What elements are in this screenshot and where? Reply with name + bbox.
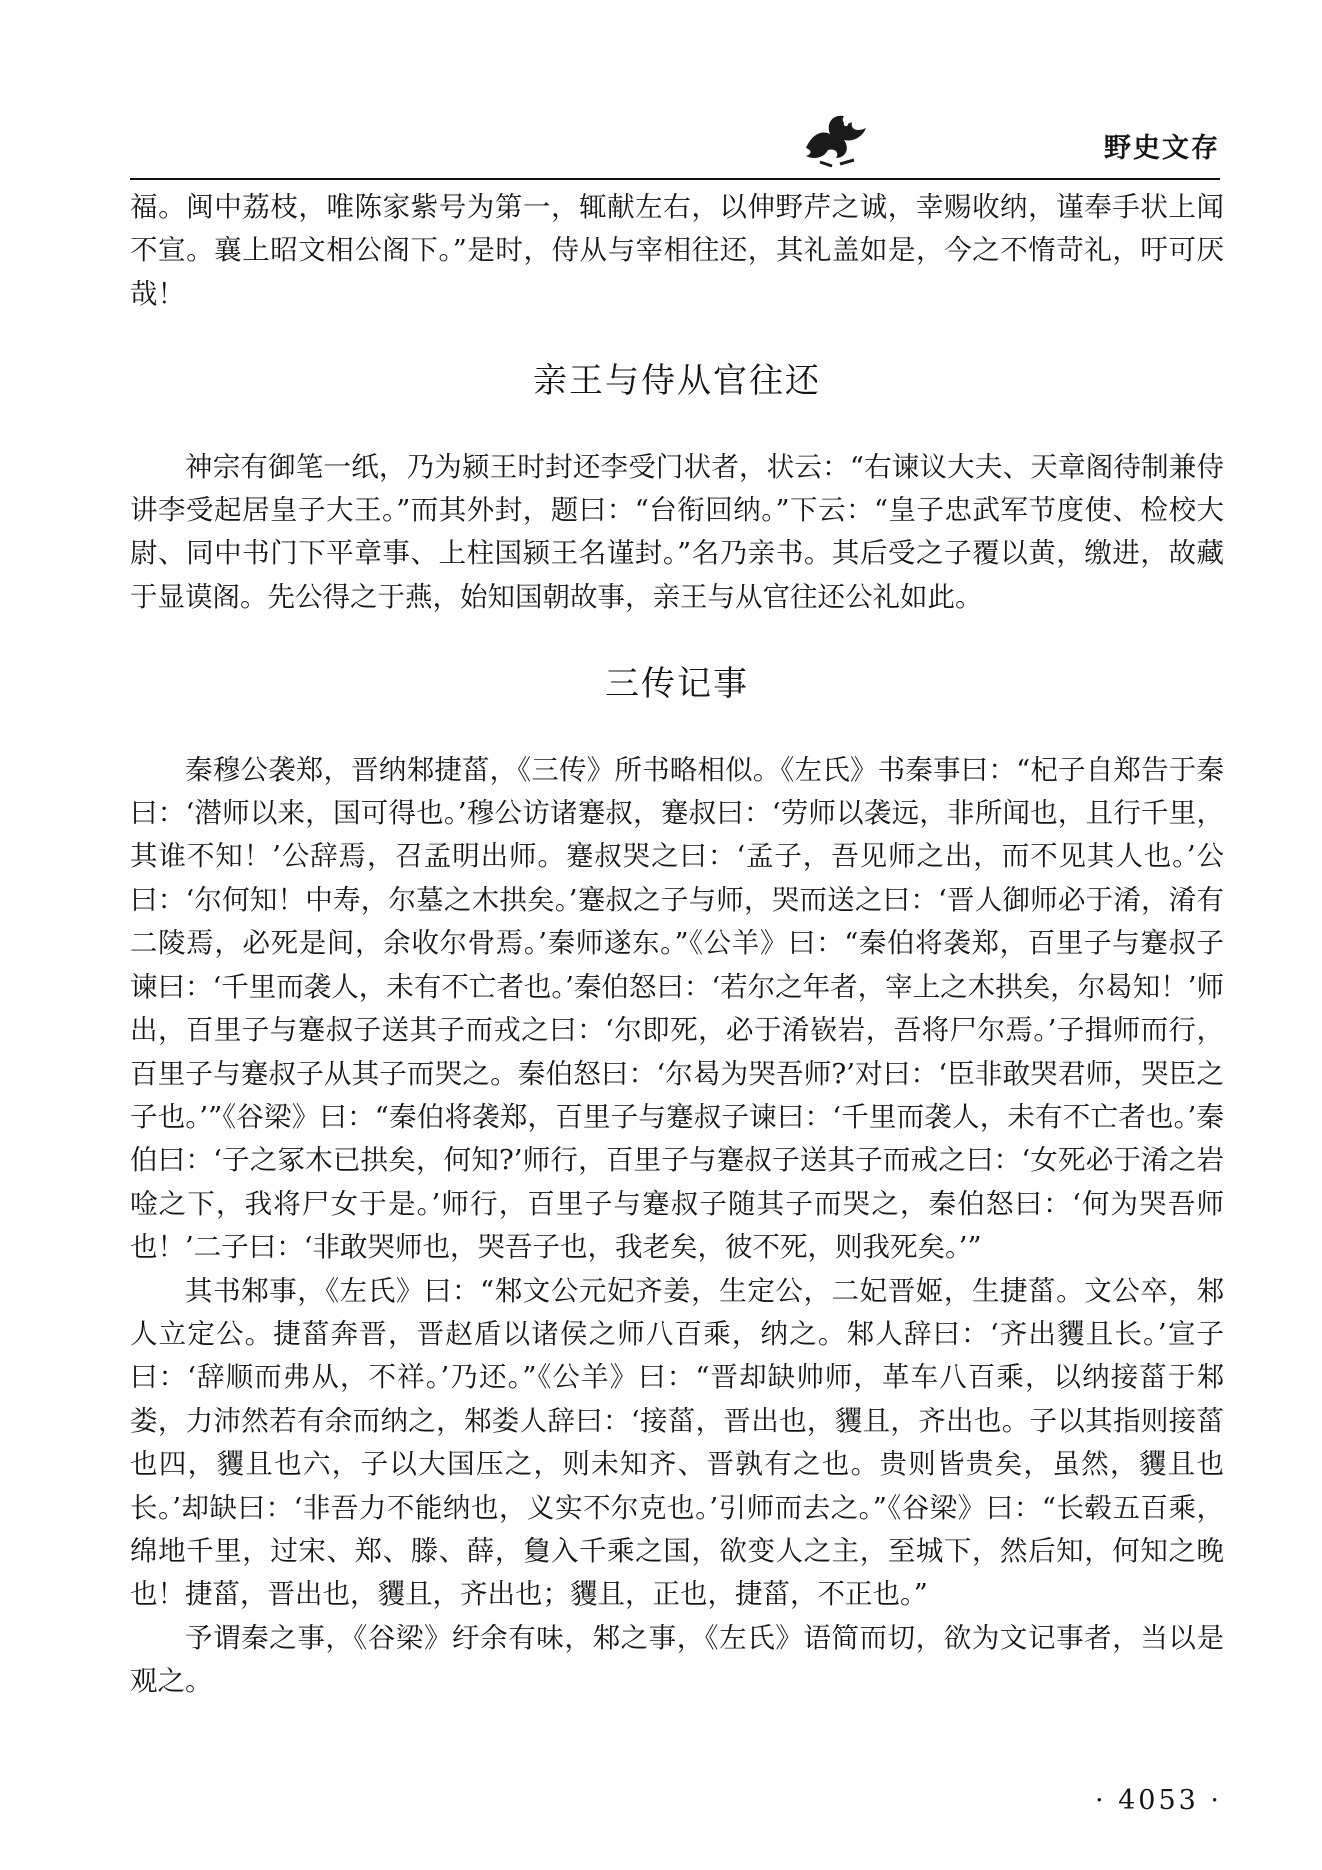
page-number: · 4053 · <box>1094 1785 1222 1816</box>
page-body <box>130 186 1224 1704</box>
dragon-emblem-icon <box>800 104 876 170</box>
paragraph: 秦穆公袭郑，晋纳邾捷菑，《三传》所书略相似。《左氏》书秦事曰：“杞子自郑告于秦曰：‘潜师以来，国可得也。’穆公访诸蹇叔，蹇叔曰：‘劳师以袭远，非所闻也，且行千里，其谁不知！’公辞焉，召孟明出师。蹇叔哭之曰：‘孟子，吾见师之出，而不见其人也。’公曰：‘尔何知！中寿，尔墓之木拱矣。’蹇叔之子与师，哭而送之曰：‘晋人御师必于淆，淆有二陵焉，必死是间，余收尔骨焉。’秦师遂东。”《公羊》曰：“秦伯将袭郑，百里子与蹇叔子谏曰：‘千里而袭人，未有不亡者也。’秦伯怒曰：‘若尔之年者，宰上之木拱矣，尔曷知！’师出，百里子与蹇叔子送其子而戎之曰：‘尔即死，必于淆嵚岩，吾将尸尔焉。’子揖师而行，百里子与蹇叔子从其子而哭之。秦伯怒曰：‘尔曷为哭吾师?’对曰：‘臣非敢哭君师，哭臣之子也。’”《谷梁》曰：“秦伯将袭郑，百里子与蹇叔子谏曰：‘千里而袭人，未有不亡者也。’秦伯曰：‘子之冢木已拱矣，何知?’师行，百里子与蹇叔子送其子而戒之曰：‘女死必于淆之岩唫之下，我将尸女于是。’师行，百里子与蹇叔子随其子而哭之，秦伯怒曰：‘何为哭吾师也！’二子曰：‘非敢哭师也，哭吾子也，我老矣，彼不死，则我死矣。’” <box>130 753 1224 1264</box>
section-title: 三传记事 <box>605 664 749 705</box>
paragraph: 予谓秦之事，《谷梁》纡余有味，邾之事，《左氏》语简而切，欲为文记事者，当以是观之。 <box>130 1621 1224 1698</box>
paragraph: 神宗有御笔一纸，乃为颍王时封还李受门状者，状云：“右谏议大夫、天章阁待制兼侍讲李受起居皇子大王。”而其外封，题曰：“台衔回纳。”下云：“皇子忠武军节度使、检校大尉、同中书门下平章事、上柱国颍王名谨封。”名乃亲书。其后受之子覆以黄，缴进，故藏于显谟阁。先公得之于燕，始知国朝故事，亲王与从官往还公礼如此。 <box>130 450 1224 613</box>
running-header <box>800 104 1220 184</box>
paragraph: 其书邾事，《左氏》曰：“邾文公元妃齐姜，生定公，二妃晋姬，生捷菑。文公卒，邾人立定公。捷菑奔晋，晋赵盾以诸侯之师八百乘，纳之。邾人辞曰：‘齐出貜且长。’宣子曰：‘辞顺而弗从，不祥。’乃还。”《公羊》曰：“晋却缺帅师，革车八百乘，以纳接菑于邾娄，力沛然若有余而纳之，邾娄人辞曰：‘接菑，晋出也，貜且，齐出也。子以其指则接菑也四，貜且也六，子以大国压之，则未知齐、晋孰有之也。贵则皆贵矣，虽然，貜且也长。’却缺曰：‘非吾力不能纳也，义实不尔克也。’引师而去之。”《谷梁》曰：“长毂五百乘，绵地千里，过宋、郑、滕、薛，敻入千乘之国，欲变人之主，至城下，然后知，何知之晚也！捷菑，晋出也，貜且，齐出也；貜且，正也，捷菑，不正也。” <box>130 1274 1224 1611</box>
series-title: 野史文存 <box>1104 133 1220 164</box>
section-title: 亲王与侍从官往还 <box>533 361 821 402</box>
header-rule <box>130 178 1220 180</box>
paragraph: 福。闽中荔枝，唯陈家紫号为第一，辄献左右，以伸野芹之诚，幸赐收纳，谨奉手状上闻不宣。襄上昭文相公阁下。”是时，侍从与宰相往还，其礼盖如是，今之不惰苛礼，吁可厌哉！ <box>130 191 1224 310</box>
